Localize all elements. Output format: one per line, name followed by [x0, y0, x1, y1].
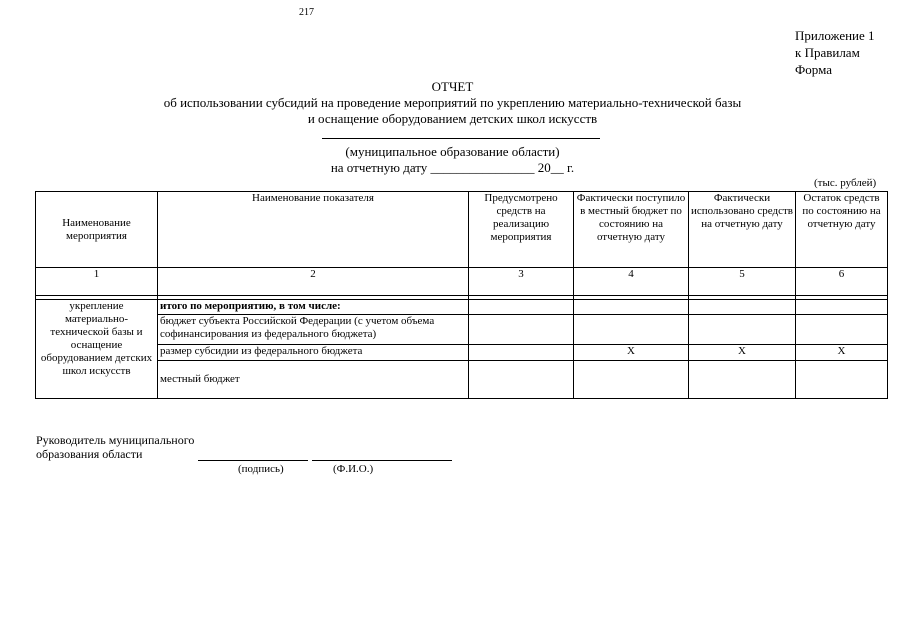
cell-planned: [469, 315, 574, 345]
units-label: (тыс. рублей): [814, 177, 877, 189]
appendix-line-3: Форма: [795, 62, 832, 77]
report-date-line: на отчетную дату ________________ 20__ г.: [330, 160, 575, 175]
municipality-label: (муниципальное образование области): [345, 144, 560, 159]
cell-received: X: [574, 345, 689, 361]
table-row: [36, 300, 888, 315]
cell-balance: [796, 361, 888, 399]
report-table: [35, 191, 888, 399]
appendix-line-1: Приложение 1: [795, 28, 875, 43]
report-title-line-2: и оснащение оборудованием детских школ искусств: [307, 111, 598, 126]
cell-balance: [796, 315, 888, 345]
header-balance: Остаток средств по состоянию на отчетную дату: [796, 192, 888, 268]
signatory-label: [36, 433, 194, 461]
report-title-line-1: об использовании субсидий на проведение мероприятий по укреплению материально-технической базы: [163, 95, 742, 110]
name-caption: (Ф.И.О.): [333, 463, 374, 475]
cell-planned: [469, 361, 574, 399]
indicator-federal-subsidy: размер субсидии из федерального бюджета: [158, 345, 469, 361]
signature-caption: (подпись): [238, 463, 284, 475]
cell-planned: [469, 345, 574, 361]
table-header-row: [36, 192, 888, 268]
cell-used: [689, 300, 796, 315]
column-number: 5: [689, 268, 796, 296]
cell-used: X: [689, 345, 796, 361]
cell-used: [689, 361, 796, 399]
column-number: 2: [158, 268, 469, 296]
municipality-blank-line: [322, 138, 600, 139]
signatory-label-line-2: образования области: [36, 447, 143, 461]
header-indicator: Наименование показателя: [158, 192, 469, 268]
column-number-row: [36, 268, 888, 296]
table-row: [36, 361, 888, 399]
appendix-line-2: к Правилам: [795, 45, 860, 60]
header-used: Фактически использовано средств на отчетную дату: [689, 192, 796, 268]
cell-balance: X: [796, 345, 888, 361]
header-received: Фактически поступило в местный бюджет по состоянию на отчетную дату: [574, 192, 689, 268]
column-number: 6: [796, 268, 888, 296]
indicator-local-budget: местный бюджет: [158, 361, 469, 399]
indicator-total: итого по мероприятию, в том числе:: [158, 300, 469, 315]
table-row: [36, 315, 888, 345]
cell-received: [574, 300, 689, 315]
page-number: 217: [299, 7, 314, 18]
header-planned: Предусмотрено средств на реализацию мероприятия: [469, 192, 574, 268]
indicator-regional-budget: бюджет субъекта Российской Федерации (с учетом объема софинансирования из федерального бюджета): [158, 315, 469, 345]
report-title: [0, 79, 905, 127]
cell-planned: [469, 300, 574, 315]
cell-received: [574, 361, 689, 399]
cell-used: [689, 315, 796, 345]
table-row: [36, 345, 888, 361]
cell-received: [574, 315, 689, 345]
header-activity: Наименование мероприятия: [36, 192, 158, 268]
column-number: 1: [36, 268, 158, 296]
name-blank-line: [312, 460, 452, 461]
column-number: 4: [574, 268, 689, 296]
report-heading: ОТЧЕТ: [431, 79, 474, 94]
appendix-block: [795, 27, 875, 78]
column-number: 3: [469, 268, 574, 296]
signatory-label-line-1: Руководитель муниципального: [36, 433, 195, 447]
cell-balance: [796, 300, 888, 315]
signature-blank-line: [198, 460, 308, 461]
activity-name: укрепление материально-технической базы и оснащение оборудованием детских школ искусств: [36, 300, 158, 399]
